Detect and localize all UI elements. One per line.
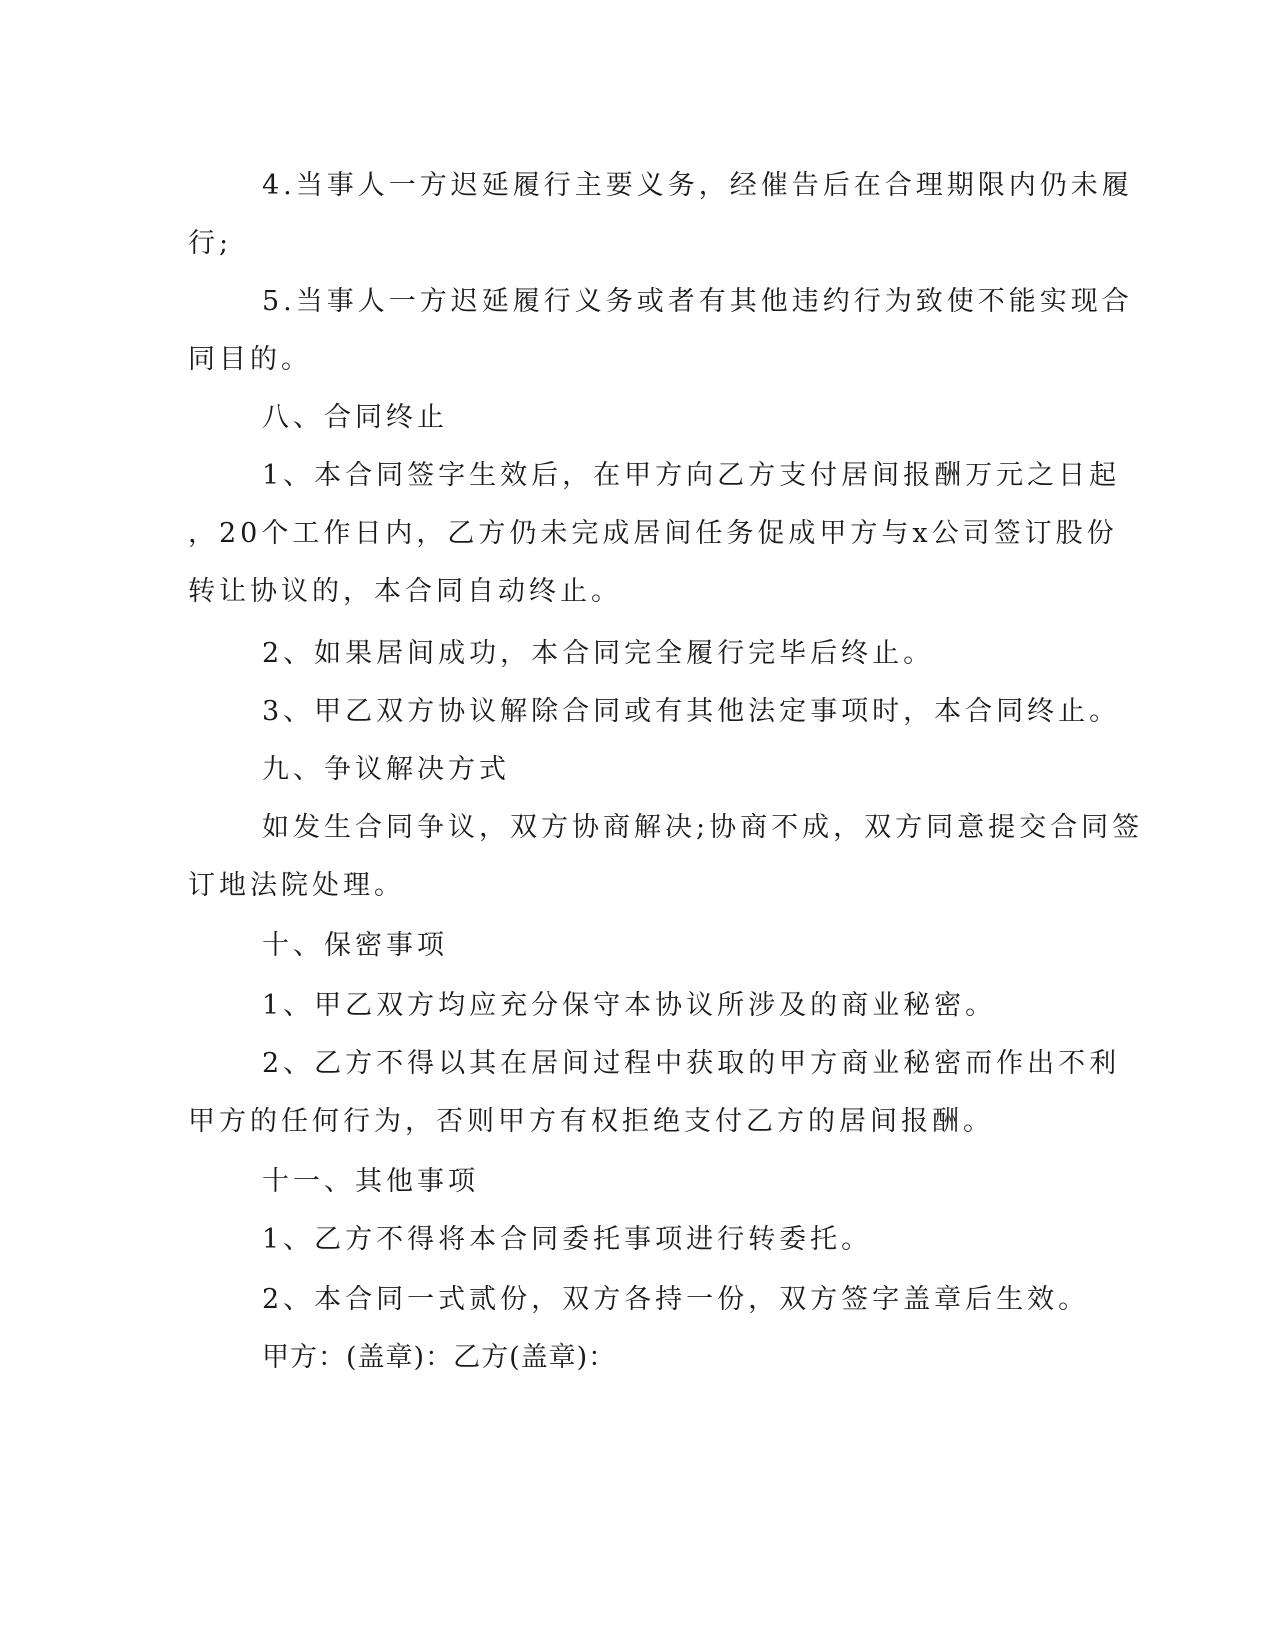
clause-10-2-line-2: 甲方的任何行为，否则甲方有权拒绝支付乙方的居间报酬。 bbox=[188, 1106, 994, 1137]
clause-8-2: 2、如果居间成功，本合同完全履行完毕后终止。 bbox=[262, 638, 935, 669]
clause-7-4-line-2: 行; bbox=[188, 228, 233, 259]
clause-7-5-line-1: 5.当事人一方迟延履行义务或者有其他违约行为致使不能实现合 bbox=[262, 286, 1133, 317]
clause-7-5-line-2: 同目的。 bbox=[188, 344, 312, 375]
signature-line: 甲方：(盖章)：乙方(盖章)： bbox=[262, 1342, 617, 1373]
section-9-text-line-2: 订地法院处理。 bbox=[188, 870, 405, 901]
clause-11-1: 1、乙方不得将本合同委托事项进行转委托。 bbox=[262, 1224, 873, 1255]
clause-8-3: 3、甲乙双方协议解除合同或有其他法定事项时，本合同终止。 bbox=[262, 696, 1121, 727]
clause-7-4-line-1: 4.当事人一方迟延履行主要义务，经催告后在合理期限内仍未履 bbox=[262, 170, 1133, 201]
clause-10-2-line-1: 2、乙方不得以其在居间过程中获取的甲方商业秘密而作出不利 bbox=[262, 1048, 1121, 1079]
clause-8-1-line-1: 1、本合同签字生效后，在甲方向乙方支付居间报酬万元之日起 bbox=[262, 460, 1121, 491]
clause-11-2: 2、本合同一式贰份，双方各持一份，双方签字盖章后生效。 bbox=[262, 1284, 1090, 1315]
clause-8-1-line-3: 转让协议的，本合同自动终止。 bbox=[188, 576, 622, 607]
section-10-heading: 十、保密事项 bbox=[262, 930, 448, 961]
section-8-heading: 八、合同终止 bbox=[262, 402, 448, 433]
section-9-text-line-1: 如发生合同争议，双方协商解决;协商不成，双方同意提交合同签 bbox=[262, 812, 1144, 843]
section-9-heading: 九、争议解决方式 bbox=[262, 754, 510, 785]
section-11-heading: 十一、其他事项 bbox=[262, 1166, 479, 1197]
clause-8-1-line-2: ，20个工作日内，乙方仍未完成居间任务促成甲方与x公司签订股份 bbox=[188, 518, 1118, 549]
clause-10-1: 1、甲乙双方均应充分保守本协议所涉及的商业秘密。 bbox=[262, 990, 997, 1021]
